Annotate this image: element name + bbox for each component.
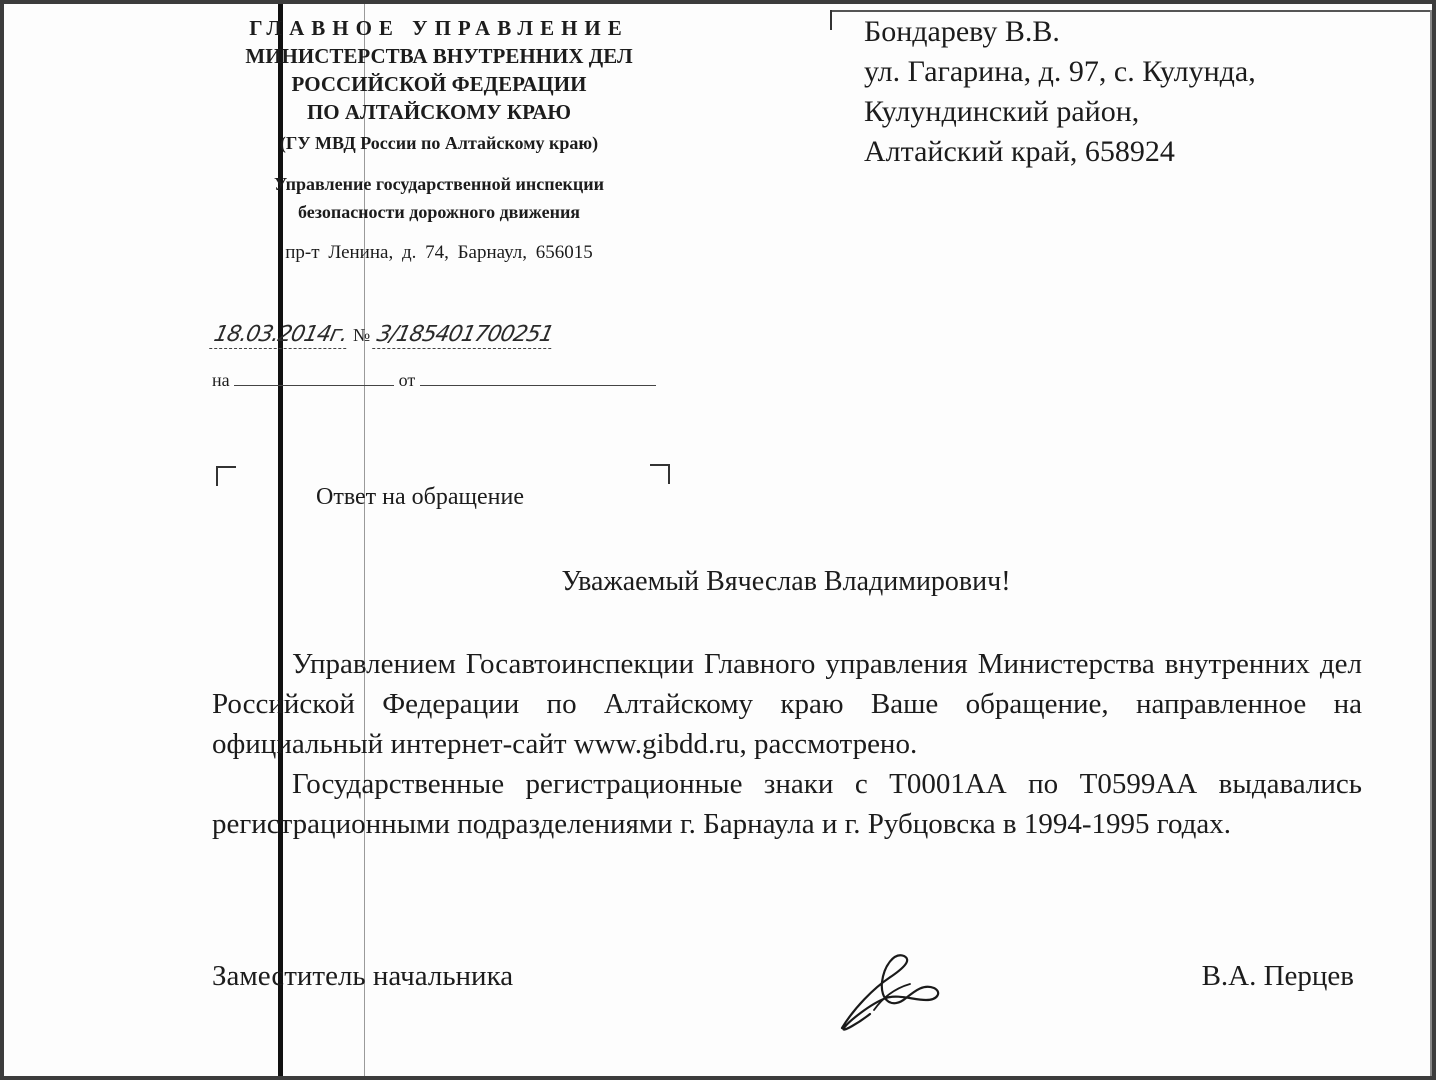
department-line-2: безопасности дорожного движения	[297, 202, 581, 222]
recipient-block	[864, 12, 1256, 172]
subject-corner-mark-left	[216, 466, 236, 486]
letterhead-line-2: МИНИСТЕРСТВА ВНУТРЕННИХ ДЕЛ	[245, 44, 633, 68]
reference-label: на	[212, 370, 230, 390]
registration-date: 18.03.2014г.	[209, 322, 351, 349]
salutation: Уважаемый Вячеслав Владимирович!	[561, 566, 1011, 597]
letterhead-line-3: РОССИЙСКОЙ ФЕДЕРАЦИИ	[291, 72, 587, 96]
letter-body	[212, 644, 1362, 844]
body-paragraph-1: Управлением Госавтоинспекции Главного управления Министерства внутренних дел Российской Федерации по Алтайскому краю Ваше обращение, направленное на официальный интернет-сайт www.gibdd.ru, рассмотрено.	[212, 648, 1362, 760]
letterhead	[204, 14, 674, 266]
from-blank	[420, 385, 656, 386]
scan-frame-corner-tick	[830, 10, 832, 30]
recipient-street: ул. Гагарина, д. 97, с. Кулунда,	[864, 55, 1256, 88]
registration-number: 3/185401700251	[372, 322, 557, 349]
reference-line	[212, 370, 656, 391]
letterhead-abbreviation: (ГУ МВД России по Алтайскому краю)	[279, 133, 599, 153]
letterhead-line-1: ГЛАВНОЕ УПРАВЛЕНИЕ	[249, 16, 629, 40]
letterhead-line-4: ПО АЛТАЙСКОМУ КРАЮ	[306, 100, 572, 124]
recipient-region: Алтайский край, 658924	[864, 135, 1175, 168]
subject-line: Ответ на обращение	[316, 484, 524, 510]
body-paragraph-2: Государственные регистрационные знаки с Т0001АА по Т0599АА выдавались регистрационными подразделениями г. Барнаула и г. Рубцовска в 1994-1995 годах.	[212, 768, 1362, 840]
registration-line	[212, 322, 554, 349]
registration-number-label: №	[353, 325, 371, 345]
subject-corner-mark-right	[650, 464, 670, 484]
recipient-district: Кулундинский район,	[864, 95, 1140, 128]
signatory-name: В.А. Перцев	[1201, 960, 1354, 992]
recipient-name: Бондареву В.В.	[864, 15, 1060, 48]
reference-blank	[234, 385, 394, 386]
signatory-title: Заместитель начальника	[212, 960, 514, 992]
sender-address: пр-т Ленина, д. 74, Барнаул, 656015	[285, 242, 593, 263]
scan-frame-right-edge	[1430, 10, 1432, 1076]
department-name	[204, 170, 674, 226]
department-line-1: Управление государственной инспекции	[273, 174, 605, 194]
handwritten-signature	[834, 948, 949, 1033]
from-label: от	[398, 370, 416, 390]
